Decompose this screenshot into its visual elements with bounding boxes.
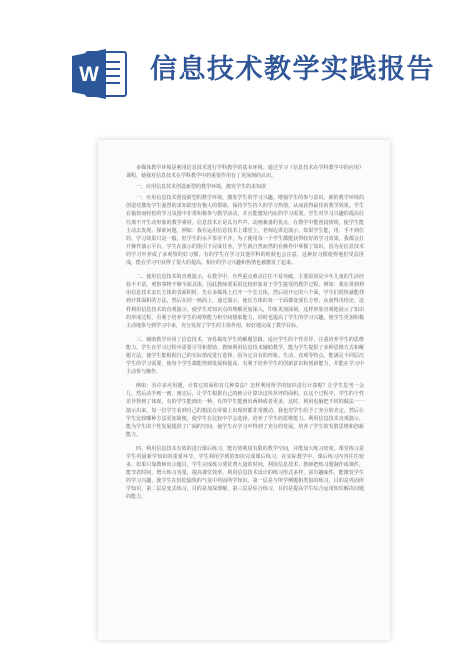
paragraph-3: 三、辅助教学应用了信息技术，容易揭发学生的解题思路，适应学生的个性差异，注重培养学生的思维能力。学生在学习过程中需要引导和帮助，教师利用信息技术辅助教学，能为学生提供了多种思维方式和解题方法，使学生能根据自己的实际情况进行选择，因为它具有的形象、生动、直观等特点，能满足不同层次学生的学习需要，使每个学生都能得到发展和提高，有利于培养学生的创新意识和创新能力，并能在学习中主动参与操作。 <box>126 336 364 376</box>
page-title: 信息技术教学实践报告 <box>150 54 435 85</box>
paragraph-intro: 多媒体教学环境是利用信息技术进行学科教学的基本环境。通过学习《信息技术在学科教学中的应用》课程，使我对信息技术在学科教学中的重要作用有了更深刻的认识。 <box>126 165 364 180</box>
paragraph-1: 一、应用信息技术创设新型的教学环境，激发学生的学习兴趣。增强学生的参与意识。新的教学环境的创造对激发学生强烈的求知欲望有极大的帮助。保持学生持久的学习热情，从而获得最佳的教学效果。学生在愉快而轻松的学习氛围中非常积极参与教学活动，并且能激发内在的学习需要。学生对学习兴趣的提高往往离不开生动形象的教学素材。信息技术正是具有声声、动画兼备的优点，在教学中能创设情境，使学生能主动去发现、探索问题。例如：我在运用信息技术上课堂上，老师边讲边演示，如果学生能，用、手不到位的，学习效果只是一般。但学生的水平参差不齐，为了使用每一个学生都能获得较好的学习效果，我都会打开操作演示平台，学生在演示的指引下完成任务。学生就自然而然的在操作中掌握了知识，因为在信息技术的学习中养成了多观察的好习惯，有的学生在学习其他学科的时候也会注意，这种好习惯使得他们受益匪浅，能在学习中获得了很大的提高。相应的学习兴趣和热情也被激发了起来。 <box>126 195 364 267</box>
paragraph-5: 四、利用信息技术有效的进行课后练习，能有效利用有限的教学空间，并能加大练习密度。课堂练习是学生巩固新学知识的重要环节，学生利用学到的知识完成课后练习。在实际教学中，课后练习内容往往较多，如果只靠教师出示题目，学生完成练习要花费大量的时间，利用信息技术，教师把练习题制作成课件，能节省时间，增大练习容量，提高课堂效率。利用信息技术设计的练习形式多样，富有趣味性，能激发学生的学习兴趣，使学生在轻松愉快的气氛中巩固所学知识。第一层是与所学例题相类似的练习，目的是巩固所学知识，第二层是变式练习，目的是加深理解，第三层是综合练习，目的是提高学生综合运用知识解决问题的能力。 <box>126 445 364 501</box>
word-icon-letter: W <box>79 63 99 86</box>
paragraph-4: 例如：有许多应用题，计算它的面积有几种算法？怎样利用所学的知识进行计算呢？让学生思考一会儿，然后动手画一画，画完后，让学生根据自己的画示计算出这块草坪的面积。在这个过程中，学生的个性差异得到了体现，有的学生能画出一种，有的学生能画出两种或者更多，这时，利用电脑把不同的做法一一演示出来，每一位学生看到自己的想法在屏幕上出现时都非常激动，我也对学生给予了充分的肯定，然后让学生比较哪种方法更加简便，使学生在比较中学会选择，培养了学生的思维能力。利用信息技术直观演示，能为学生的个性发展提供了广阔的空间，使学生在学习中得到了充分的发展，培养了学生的发散思维和创新能力。 <box>126 383 364 438</box>
word-icon <box>70 46 128 102</box>
paragraph-2: 二、使用信息技术的直观演示，在教学中，有些重点难点往往不易突破。主要原因是少年儿童的生活经验不丰富，观察事物不够全面具体，因此教师要采用比较形象易于学生接受的教学过程。例如：我在讲到利用信息技术求长方体的表面积时，先在多媒体上打开一个长方体，然后展开它的六个面，学生们很快就能找到计算面积的方法，然后在同一画面上，通过演示，使长方体的每一个面都变成长方形，从而得出结论，这样利用信息技术的直观演示，使学生对知识点的理解更加深入，印象更加深刻。这样形象直观地展示了知识的形成过程，有利于培养学生的观察能力和空间想象能力，同时也提高了学生的学习兴趣，使学生更加积极主动地参与到学习中来，充分发挥了学生的主体作用，较好地完成了教学目标。 <box>126 274 364 329</box>
document-body <box>126 164 364 505</box>
header <box>0 0 474 118</box>
section-heading-1: 一、应用信息技术创设新型的教学环境，激发学生的求知欲 <box>136 184 267 191</box>
